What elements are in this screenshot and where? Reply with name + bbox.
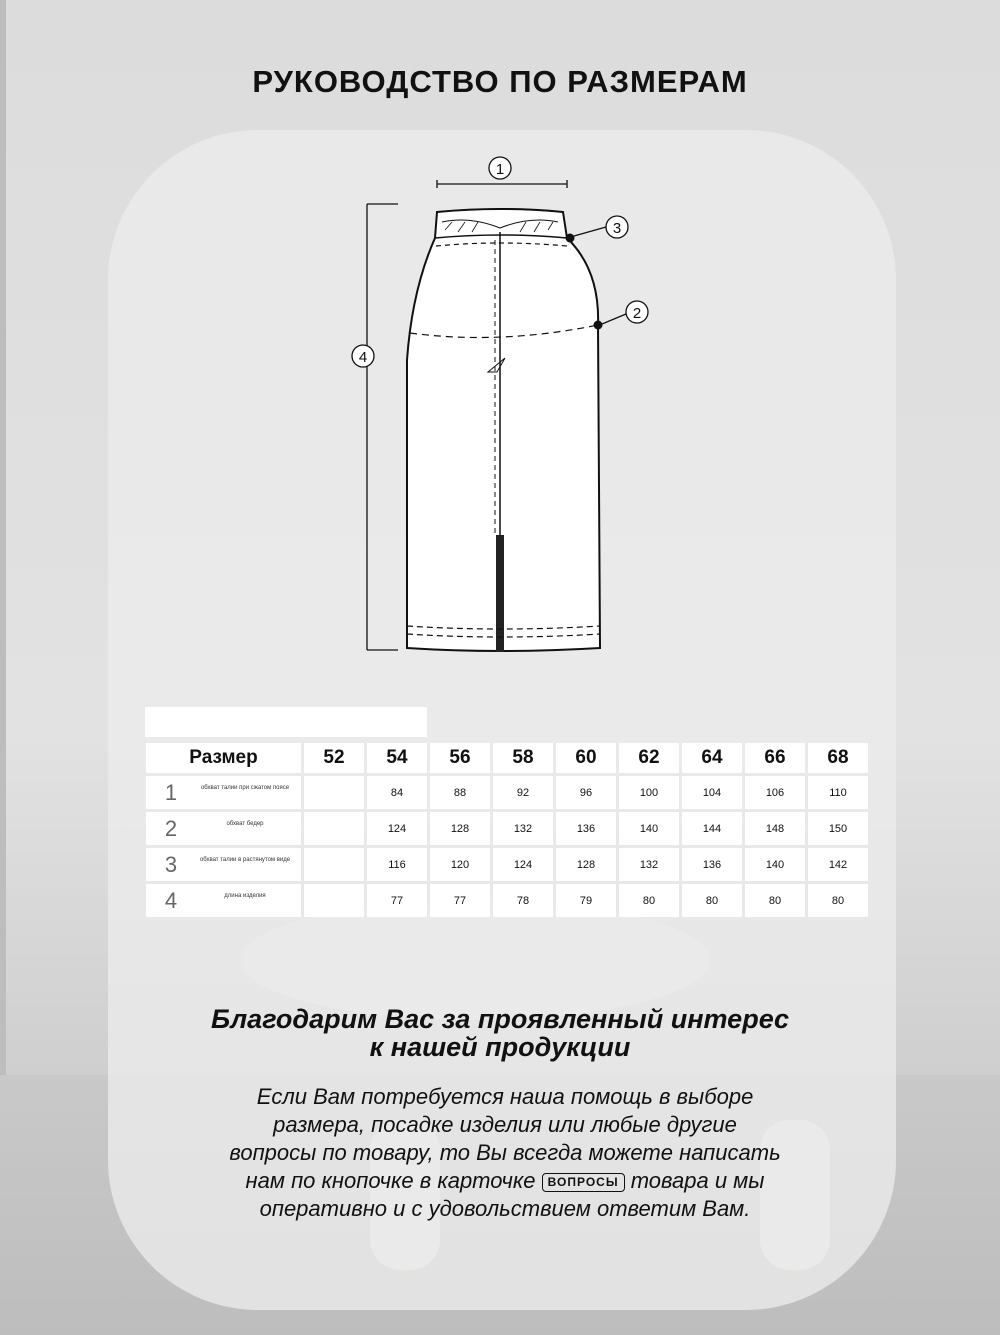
table-cell: 132 <box>619 848 679 881</box>
row-number: 1 <box>164 779 178 805</box>
table-cell: 88 <box>430 776 490 809</box>
svg-text:1: 1 <box>495 161 505 178</box>
paragraph-line-3: вопросы по товару, то Вы всегда можете написать <box>229 1140 781 1165</box>
table-cell: 106 <box>745 776 805 809</box>
table-cell: 136 <box>682 848 742 881</box>
marker-1 <box>489 157 511 179</box>
size-header: 62 <box>619 743 679 773</box>
row-description: длина изделия <box>224 893 266 899</box>
table-cell: 120 <box>430 848 490 881</box>
table-cell: 77 <box>367 884 427 917</box>
row-description: обхват талии в растянутом виде <box>199 857 291 863</box>
size-header: 52 <box>304 743 364 773</box>
row-number: 3 <box>164 851 178 877</box>
size-header: 68 <box>808 743 868 773</box>
table-cell <box>304 848 364 881</box>
table-cell: 144 <box>682 812 742 845</box>
table-cell: 84 <box>367 776 427 809</box>
thanks-line-2: к нашей продукции <box>369 1032 631 1062</box>
row-description: обхват бедер <box>226 821 264 827</box>
table-cell: 80 <box>682 884 742 917</box>
table-cell: 142 <box>808 848 868 881</box>
row-number: 4 <box>164 887 178 913</box>
marker-4 <box>352 345 374 367</box>
table-cell: 148 <box>745 812 805 845</box>
table-cell: 100 <box>619 776 679 809</box>
table-cell: 92 <box>493 776 553 809</box>
table-cell <box>304 812 364 845</box>
paragraph-line-4 <box>180 1167 830 1195</box>
questions-button[interactable]: ВОПРОСЫ <box>542 1173 625 1192</box>
size-table <box>143 740 871 920</box>
table-cell: 80 <box>808 884 868 917</box>
table-cell: 80 <box>619 884 679 917</box>
row-number: 2 <box>164 815 178 841</box>
table-cell: 78 <box>493 884 553 917</box>
size-header: 66 <box>745 743 805 773</box>
paragraph-line-4-start: нам по кнопочке в карточке <box>245 1168 536 1193</box>
skirt-diagram <box>340 150 660 660</box>
size-header: 54 <box>367 743 427 773</box>
row-label-cell <box>146 884 301 917</box>
table-cell: 110 <box>808 776 868 809</box>
page-title: РУКОВОДСТВО ПО РАЗМЕРАМ <box>252 64 748 99</box>
paragraph-line-1: Если Вам потребуется наша помощь в выборе <box>256 1084 754 1109</box>
help-paragraph <box>180 1083 830 1223</box>
marker-3 <box>606 216 628 238</box>
table-cell: 132 <box>493 812 553 845</box>
row-label-cell <box>146 776 301 809</box>
table-row <box>146 776 868 809</box>
table-cell: 136 <box>556 812 616 845</box>
size-header: 64 <box>682 743 742 773</box>
table-cell: 116 <box>367 848 427 881</box>
marker-2 <box>626 301 648 323</box>
paragraph-line-5: оперативно и с удовольствием ответим Вам. <box>259 1196 751 1221</box>
table-row <box>146 884 868 917</box>
table-cell: 128 <box>430 812 490 845</box>
table-cell: 79 <box>556 884 616 917</box>
thanks-heading <box>0 1005 1000 1061</box>
table-cell: 128 <box>556 848 616 881</box>
row-label-cell <box>146 812 301 845</box>
size-header: 58 <box>493 743 553 773</box>
table-cell <box>304 884 364 917</box>
table-cell <box>304 776 364 809</box>
blank-bar <box>145 707 427 737</box>
table-cell: 96 <box>556 776 616 809</box>
paragraph-line-4-end: товара и мы <box>630 1168 765 1193</box>
thanks-line-1: Благодарим Вас за проявленный интерес <box>210 1004 790 1034</box>
svg-text:2: 2 <box>632 305 642 322</box>
table-cell: 124 <box>493 848 553 881</box>
table-cell: 140 <box>619 812 679 845</box>
table-cell: 104 <box>682 776 742 809</box>
size-header-label: Размер <box>146 743 301 773</box>
paragraph-line-2: размера, посадке изделия или любые другие <box>273 1112 737 1137</box>
table-cell: 77 <box>430 884 490 917</box>
svg-text:4: 4 <box>358 349 368 366</box>
size-header: 56 <box>430 743 490 773</box>
table-cell: 124 <box>367 812 427 845</box>
table-cell: 150 <box>808 812 868 845</box>
svg-text:3: 3 <box>612 220 622 237</box>
header-row <box>146 743 868 773</box>
size-header: 60 <box>556 743 616 773</box>
table-row <box>146 812 868 845</box>
table-row <box>146 848 868 881</box>
row-description: обхват талии при сжатом поясе <box>200 785 290 791</box>
table-cell: 80 <box>745 884 805 917</box>
row-label-cell <box>146 848 301 881</box>
table-cell: 140 <box>745 848 805 881</box>
